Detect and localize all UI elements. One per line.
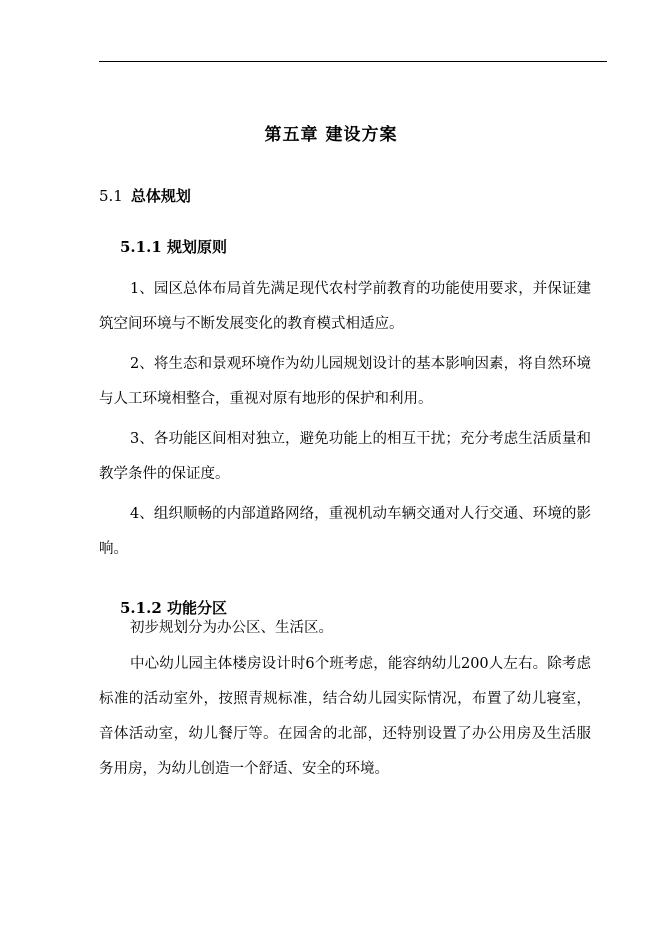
- subsection-number: 5.1.2: [120, 599, 162, 617]
- section-number: 5.1: [99, 187, 123, 205]
- paragraph: 1、园区总体布局首先满足现代农村学前教育的功能使用要求，并保证建筑空间环境与不断发展变化的教育模式相适应。: [99, 281, 591, 332]
- section-title: 总体规划: [130, 187, 191, 205]
- paragraph: 中心幼儿园主体楼房设计时6个班考虑，能容纳幼儿200人左右。除考虑标准的活动室外，按照青规标准，结合幼儿园实际情况，布置了幼儿寝室，音体活动室，幼儿餐厅等。在园舍的北部，还特别设置了办公用房及生活服务用房，为幼儿创造一个舒适、安全的环境。: [99, 656, 591, 777]
- subsection-heading-planning-principles: [120, 236, 227, 257]
- header-rule: [99, 61, 607, 62]
- chapter-title: 第五章 建设方案: [264, 125, 398, 145]
- subsection-number: 5.1.1: [120, 238, 162, 256]
- paragraph: 4、组织顺畅的内部道路网络，重视机动车辆交通对人行交通、环境的影响。: [99, 506, 591, 557]
- paragraph: 初步规划分为办公区、生活区。: [130, 620, 333, 636]
- paragraph: 3、各功能区间相对独立，避免功能上的相互干扰；充分考虑生活质量和教学条件的保证度。: [99, 431, 591, 482]
- subsection-title: 功能分区: [167, 599, 228, 617]
- paragraph: 2、将生态和景观环境作为幼儿园规划设计的基本影响因素，将自然环境与人工环境相整合，重视对原有地形的保护和利用。: [99, 356, 591, 407]
- subsection-title: 规划原则: [167, 238, 228, 256]
- section-heading: [99, 185, 191, 206]
